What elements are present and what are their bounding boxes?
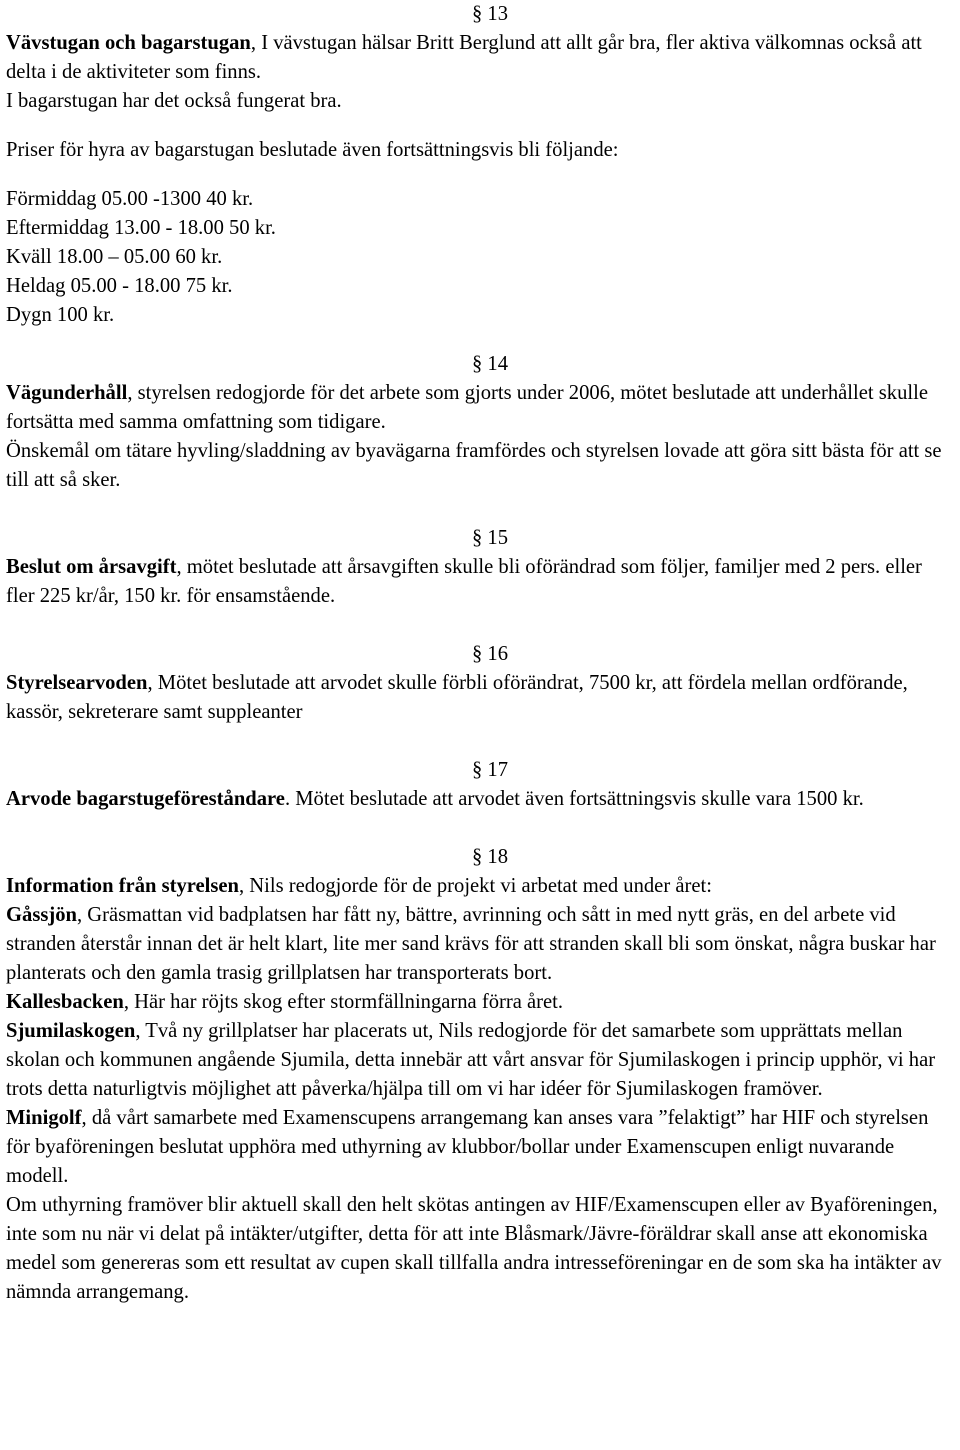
section-lead: Vägunderhåll: [6, 382, 128, 404]
section-lead: Information från styrelsen: [6, 875, 239, 897]
section-text: , I vävstugan hälsar Britt Berglund att allt går bra, fler aktiva välkomnas också att delta i de aktiviteter som finns.: [6, 32, 922, 83]
info-item-text: , då vårt samarbete med Examenscupens arrangemang kan anses vara ”felaktigt” har HIF och styrelsen för byaföreningen beslutat upphöra med uthyrning av klubbor/bollar under Examenscupen enligt nuvarande modell.: [6, 1107, 929, 1187]
price-line: Heldag 05.00 - 18.00 75 kr.: [6, 275, 233, 297]
info-item-lead: Minigolf: [6, 1107, 82, 1129]
info-item: [6, 901, 954, 988]
section-paragraph: [6, 29, 954, 87]
section-heading: § 14: [471, 353, 509, 375]
price-line: Förmiddag 05.00 -1300 40 kr.: [6, 188, 254, 210]
price-line: Eftermiddag 13.00 - 18.00 50 kr.: [6, 217, 276, 239]
section-heading: § 18: [471, 846, 509, 868]
section-lead: Beslut om årsavgift: [6, 556, 177, 578]
section-text: , styrelsen redogjorde för det arbete som gjorts under 2006, mötet beslutade att underhållet skulle fortsätta med samma omfattning som tidigare.: [6, 382, 928, 433]
section-closing: Om uthyrning framöver blir aktuell skall den helt skötas antingen av HIF/Examenscupen eller av Byaföreningen, inte som nu när vi delat på intäkter/utgifter, detta för att inte Blåsmark/Jävre-föräldrar skall anse att ekonomiska medel som genereras som ett resultat av cupen skall tillfalla andra intresseföreningar en de som ska ha intäkter av nämnda arrangemang.: [6, 1194, 942, 1303]
section-extra: Önskemål om tätare hyvling/sladdning av byavägarna framfördes och styrelsen lovade att göra sitt bästa för att se till att så sker.: [6, 440, 942, 491]
section-text: , mötet beslutade att årsavgiften skulle bli oförändrad som följer, familjer med 2 pers. eller fler 225 kr/år, 150 kr. för ensamstående.: [6, 556, 922, 607]
info-item-text: , Här har röjts skog efter stormfällningarna förra året.: [123, 991, 564, 1013]
section-lead: Vävstugan och bagarstugan: [6, 32, 251, 54]
info-item-lead: Gåssjön: [6, 904, 77, 926]
info-item-lead: Sjumilaskogen: [6, 1020, 136, 1042]
section-heading: § 13: [471, 3, 509, 25]
prices-intro: Priser för hyra av bagarstugan beslutade även fortsättningsvis bli följande:: [6, 139, 619, 161]
section-text: , Nils redogjorde för de projekt vi arbetat med under året:: [239, 875, 712, 897]
section-text: , Mötet beslutade att arvodet skulle förbli oförändrat, 7500 kr, att fördela mellan ordförande, kassör, sekreterare samt suppleanter: [6, 672, 908, 723]
price-line: Kväll 18.00 – 05.00 60 kr.: [6, 246, 223, 268]
info-item-lead: Kallesbacken: [6, 991, 124, 1013]
info-item: [6, 1017, 954, 1104]
section-paragraph: [6, 553, 954, 611]
section-text: . Mötet beslutade att arvodet även fortsättningsvis skulle vara 1500 kr.: [284, 788, 864, 810]
section-heading: § 15: [471, 527, 509, 549]
section-paragraph: [6, 669, 954, 727]
info-item-text: , Gräsmattan vid badplatsen har fått ny, bättre, avrinning och sått in med nytt gräs, en del arbete vid stranden återstår innan det är helt klart, lite mer sand krävs för att stranden skall bli som önskat, några buskar har planterats och den gamla trasig grillplatsen har transporterats bort.: [6, 904, 936, 984]
section-lead: Arvode bagarstugeföreståndare: [6, 788, 285, 810]
section-paragraph: [6, 785, 954, 814]
section-heading: § 16: [471, 643, 509, 665]
info-item: [6, 988, 954, 1017]
section-lead: Styrelsearvoden: [6, 672, 148, 694]
info-item-text: , Två ny grillplatser har placerats ut, Nils redogjorde för det samarbete som upprättats mellan skolan och kommunen angående Sjumila, detta innebär att vårt ansvar för Sjumilaskogen i princip upphör, vi har trots detta naturligtvis möjlighet att påverka/hjälpa till om vi har idéer för Sjumilaskogen framöver.: [6, 1020, 936, 1100]
price-line: Dygn 100 kr.: [6, 304, 115, 326]
section-extra: I bagarstugan har det också fungerat bra.: [6, 90, 342, 112]
section-heading: § 17: [471, 759, 509, 781]
section-paragraph: [6, 379, 954, 437]
info-item: [6, 1104, 954, 1191]
section-paragraph: [6, 872, 954, 901]
